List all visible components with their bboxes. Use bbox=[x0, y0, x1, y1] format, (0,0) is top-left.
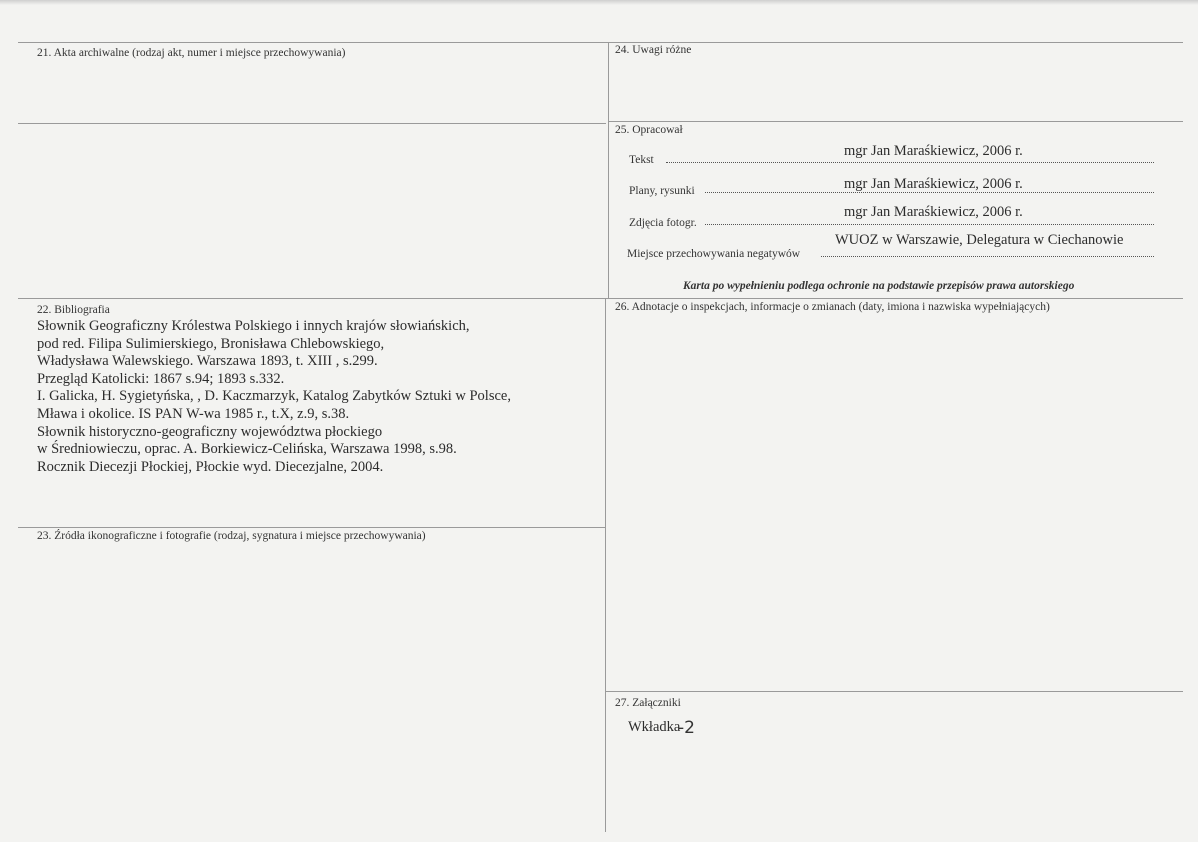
section-24-label: 24. Uwagi różne bbox=[615, 44, 692, 56]
zdjecia-dotted-line bbox=[705, 224, 1154, 225]
plany-value: mgr Jan Maraśkiewicz, 2006 r. bbox=[844, 176, 1023, 192]
bibliography-line: w Średniowieczu, oprac. A. Borkiewicz-Celińska, Warszawa 1998, s.98. bbox=[37, 441, 457, 458]
plany-label: Plany, rysunki bbox=[629, 185, 695, 197]
left-rule-22-bottom bbox=[18, 527, 606, 528]
zdjecia-value: mgr Jan Maraśkiewicz, 2006 r. bbox=[844, 204, 1023, 220]
section-26-label: 26. Adnotacje o inspekcjach, informacje o zmianach (daty, imiona i nazwiska wypełniających) bbox=[615, 301, 1050, 313]
middle-rule bbox=[18, 298, 1183, 299]
zalaczniki-typed-value: Wkładka bbox=[628, 719, 681, 735]
upper-column-divider bbox=[608, 42, 609, 298]
tekst-label: Tekst bbox=[629, 154, 654, 166]
negatywy-dotted-line bbox=[821, 256, 1154, 257]
top-rule bbox=[18, 42, 1183, 43]
lower-column-divider bbox=[605, 298, 606, 832]
zdjecia-label: Zdjęcia fotogr. bbox=[629, 217, 697, 229]
left-rule-21-bottom bbox=[18, 123, 606, 124]
paper-top-edge bbox=[0, 0, 1198, 5]
copyright-notice: Karta po wypełnieniu podlega ochronie na podstawie przepisów prawa autorskiego bbox=[683, 280, 1075, 292]
bibliography-line: Słownik historyczno-geograficzny województwa płockiego bbox=[37, 423, 383, 440]
negatywy-value: WUOZ w Warszawie, Delegatura w Ciechanowie bbox=[835, 232, 1124, 248]
right-rule-24-bottom bbox=[608, 121, 1183, 122]
tekst-value: mgr Jan Maraśkiewicz, 2006 r. bbox=[844, 143, 1023, 159]
negatywy-label: Miejsce przechowywania negatywów bbox=[627, 248, 801, 260]
section-25-label: 25. Opracował bbox=[615, 124, 683, 136]
bibliography-line: I. Galicka, H. Sygietyńska, , D. Kaczmarzyk, Katalog Zabytków Sztuki w Polsce, bbox=[37, 388, 511, 405]
section-27-label: 27. Załączniki bbox=[615, 697, 681, 709]
section-22-label: 22. Bibliografia bbox=[37, 304, 110, 316]
right-rule-26-bottom bbox=[606, 691, 1183, 692]
section-23-label: 23. Źródła ikonograficzne i fotografie (rodzaj, sygnatura i miejsce przechowywania) bbox=[37, 530, 426, 542]
bibliography-line: Przegląd Katolicki: 1867 s.94; 1893 s.332. bbox=[37, 370, 285, 387]
bibliography-line: Władysława Walewskiego. Warszawa 1893, t. XIII , s.299. bbox=[37, 353, 378, 370]
bibliography-line: Mława i okolice. IS PAN W-wa 1985 r., t.X, z.9, s.38. bbox=[37, 405, 350, 422]
bibliography-list bbox=[37, 318, 511, 476]
section-21-label: 21. Akta archiwalne (rodzaj akt, numer i miejsce przechowywania) bbox=[37, 47, 346, 59]
tekst-dotted-line bbox=[666, 162, 1154, 163]
bibliography-line: Rocznik Diecezji Płockiej, Płockie wyd. Diecezjalne, 2004. bbox=[37, 458, 384, 475]
bibliography-line: Słownik Geograficzny Królestwa Polskiego i innych krajów słowiańskich, bbox=[37, 318, 470, 334]
zalaczniki-handwritten-count: -2 bbox=[678, 718, 695, 738]
bibliography-line: pod red. Filipa Sulimierskiego, Bronisława Chlebowskiego, bbox=[37, 335, 385, 352]
